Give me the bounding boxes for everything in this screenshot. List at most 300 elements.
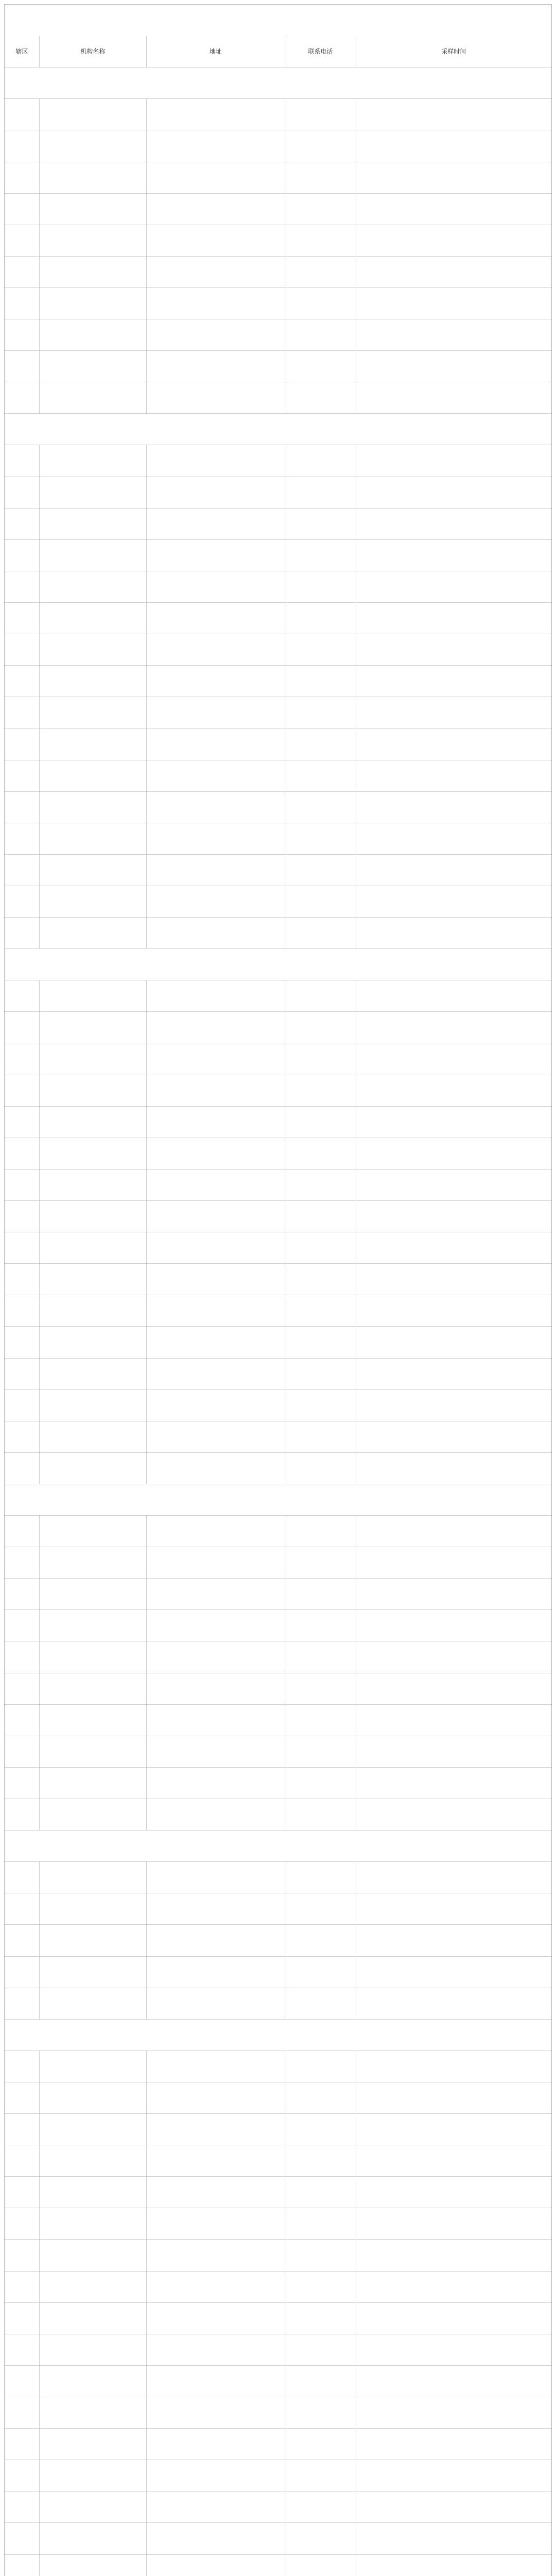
address-cell[interactable] <box>147 2082 285 2113</box>
sampling-time-cell[interactable] <box>356 634 551 665</box>
institution-cell[interactable] <box>40 382 147 413</box>
sampling-time-cell[interactable] <box>356 2492 551 2522</box>
institution-cell[interactable] <box>40 1641 147 1672</box>
address-cell[interactable] <box>147 319 285 350</box>
district-cell[interactable] <box>5 1390 40 1421</box>
section-title[interactable] <box>5 67 551 98</box>
district-cell[interactable] <box>5 1043 40 1074</box>
sampling-time-cell[interactable] <box>356 666 551 697</box>
sampling-time-cell[interactable] <box>356 1075 551 1106</box>
institution-cell[interactable] <box>40 855 147 886</box>
institution-cell[interactable] <box>40 2114 147 2145</box>
phone-cell[interactable] <box>285 2523 356 2554</box>
institution-cell[interactable] <box>40 697 147 728</box>
address-cell[interactable] <box>147 1075 285 1106</box>
sampling-time-cell[interactable] <box>356 194 551 225</box>
header-cell[interactable]: 辖区 <box>5 36 40 67</box>
institution-cell[interactable] <box>40 571 147 602</box>
phone-cell[interactable] <box>285 2051 356 2082</box>
institution-cell[interactable] <box>40 1768 147 1799</box>
address-cell[interactable] <box>147 2208 285 2239</box>
institution-cell[interactable] <box>40 1516 147 1547</box>
phone-cell[interactable] <box>285 918 356 948</box>
institution-cell[interactable] <box>40 162 147 193</box>
address-cell[interactable] <box>147 2523 285 2554</box>
address-cell[interactable] <box>147 728 285 759</box>
address-cell[interactable] <box>147 2145 285 2176</box>
address-cell[interactable] <box>147 194 285 225</box>
institution-cell[interactable] <box>40 225 147 256</box>
sampling-time-cell[interactable] <box>356 823 551 854</box>
phone-cell[interactable] <box>285 2240 356 2270</box>
district-cell[interactable] <box>5 1107 40 1138</box>
district-cell[interactable] <box>5 1359 40 1389</box>
phone-cell[interactable] <box>285 2460 356 2491</box>
district-cell[interactable] <box>5 1264 40 1295</box>
address-cell[interactable] <box>147 2555 285 2576</box>
section-title[interactable] <box>5 1484 551 1515</box>
section-title[interactable] <box>5 949 551 980</box>
district-cell[interactable] <box>5 666 40 697</box>
sampling-time-cell[interactable] <box>356 2555 551 2576</box>
address-cell[interactable] <box>147 918 285 948</box>
address-cell[interactable] <box>147 1579 285 1609</box>
address-cell[interactable] <box>147 1359 285 1389</box>
institution-cell[interactable] <box>40 2429 147 2460</box>
district-cell[interactable] <box>5 728 40 759</box>
institution-cell[interactable] <box>40 2492 147 2522</box>
phone-cell[interactable] <box>285 571 356 602</box>
sampling-time-cell[interactable] <box>356 1295 551 1326</box>
district-cell[interactable] <box>5 2429 40 2460</box>
phone-cell[interactable] <box>285 1138 356 1169</box>
phone-cell[interactable] <box>285 257 356 287</box>
district-cell[interactable] <box>5 288 40 319</box>
district-cell[interactable] <box>5 130 40 161</box>
address-cell[interactable] <box>147 2334 285 2365</box>
address-cell[interactable] <box>147 1547 285 1578</box>
header-cell[interactable]: 联系电话 <box>285 36 356 67</box>
sampling-time-cell[interactable] <box>356 1390 551 1421</box>
district-cell[interactable] <box>5 1673 40 1704</box>
district-cell[interactable] <box>5 1893 40 1924</box>
address-cell[interactable] <box>147 2492 285 2522</box>
phone-cell[interactable] <box>285 634 356 665</box>
district-cell[interactable] <box>5 1736 40 1767</box>
address-cell[interactable] <box>147 1957 285 1988</box>
sampling-time-cell[interactable] <box>356 760 551 791</box>
phone-cell[interactable] <box>285 823 356 854</box>
phone-cell[interactable] <box>285 1799 356 1830</box>
district-cell[interactable] <box>5 697 40 728</box>
institution-cell[interactable] <box>40 1988 147 2019</box>
phone-cell[interactable] <box>285 1957 356 1988</box>
address-cell[interactable] <box>147 1107 285 1138</box>
phone-cell[interactable] <box>285 728 356 759</box>
district-cell[interactable] <box>5 1579 40 1609</box>
institution-cell[interactable] <box>40 2208 147 2239</box>
address-cell[interactable] <box>147 1925 285 1956</box>
address-cell[interactable] <box>147 1768 285 1799</box>
district-cell[interactable] <box>5 2114 40 2145</box>
district-cell[interactable] <box>5 1012 40 1043</box>
institution-cell[interactable] <box>40 823 147 854</box>
institution-cell[interactable] <box>40 2460 147 2491</box>
district-cell[interactable] <box>5 2555 40 2576</box>
institution-cell[interactable] <box>40 2240 147 2270</box>
phone-cell[interactable] <box>285 1893 356 1924</box>
district-cell[interactable] <box>5 2177 40 2208</box>
address-cell[interactable] <box>147 2240 285 2270</box>
district-cell[interactable] <box>5 2240 40 2270</box>
phone-cell[interactable] <box>285 1075 356 1106</box>
institution-cell[interactable] <box>40 2051 147 2082</box>
sampling-time-cell[interactable] <box>356 1264 551 1295</box>
district-cell[interactable] <box>5 2145 40 2176</box>
institution-cell[interactable] <box>40 1799 147 1830</box>
address-cell[interactable] <box>147 1043 285 1074</box>
phone-cell[interactable] <box>285 162 356 193</box>
sampling-time-cell[interactable] <box>356 1768 551 1799</box>
sampling-time-cell[interactable] <box>356 2114 551 2145</box>
institution-cell[interactable] <box>40 2082 147 2113</box>
address-cell[interactable] <box>147 1012 285 1043</box>
institution-cell[interactable] <box>40 509 147 539</box>
address-cell[interactable] <box>147 288 285 319</box>
sampling-time-cell[interactable] <box>356 2145 551 2176</box>
sampling-time-cell[interactable] <box>356 288 551 319</box>
institution-cell[interactable] <box>40 666 147 697</box>
sampling-time-cell[interactable] <box>356 603 551 634</box>
phone-cell[interactable] <box>285 2429 356 2460</box>
phone-cell[interactable] <box>285 2492 356 2522</box>
phone-cell[interactable] <box>285 1421 356 1452</box>
district-cell[interactable] <box>5 1925 40 1956</box>
address-cell[interactable] <box>147 1516 285 1547</box>
phone-cell[interactable] <box>285 540 356 571</box>
sampling-time-cell[interactable] <box>356 855 551 886</box>
phone-cell[interactable] <box>285 382 356 413</box>
sampling-time-cell[interactable] <box>356 1610 551 1641</box>
institution-cell[interactable] <box>40 2177 147 2208</box>
sampling-time-cell[interactable] <box>356 1925 551 1956</box>
district-cell[interactable] <box>5 445 40 476</box>
phone-cell[interactable] <box>285 1359 356 1389</box>
district-cell[interactable] <box>5 886 40 917</box>
institution-cell[interactable] <box>40 1075 147 1106</box>
phone-cell[interactable] <box>285 760 356 791</box>
address-cell[interactable] <box>147 2460 285 2491</box>
address-cell[interactable] <box>147 382 285 413</box>
address-cell[interactable] <box>147 162 285 193</box>
phone-cell[interactable] <box>285 1232 356 1263</box>
district-cell[interactable] <box>5 509 40 539</box>
institution-cell[interactable] <box>40 2523 147 2554</box>
phone-cell[interactable] <box>285 980 356 1011</box>
phone-cell[interactable] <box>285 603 356 634</box>
sampling-time-cell[interactable] <box>356 1421 551 1452</box>
sampling-time-cell[interactable] <box>356 1641 551 1672</box>
institution-cell[interactable] <box>40 288 147 319</box>
institution-cell[interactable] <box>40 886 147 917</box>
address-cell[interactable] <box>147 1610 285 1641</box>
institution-cell[interactable] <box>40 1673 147 1704</box>
sampling-time-cell[interactable] <box>356 792 551 823</box>
institution-cell[interactable] <box>40 1201 147 1232</box>
phone-cell[interactable] <box>285 2334 356 2365</box>
district-cell[interactable] <box>5 225 40 256</box>
sampling-time-cell[interactable] <box>356 980 551 1011</box>
section-title[interactable] <box>5 2020 551 2050</box>
phone-cell[interactable] <box>285 288 356 319</box>
district-cell[interactable] <box>5 1201 40 1232</box>
institution-cell[interactable] <box>40 1232 147 1263</box>
address-cell[interactable] <box>147 1988 285 2019</box>
district-cell[interactable] <box>5 2303 40 2334</box>
phone-cell[interactable] <box>285 1390 356 1421</box>
institution-cell[interactable] <box>40 1327 147 1358</box>
district-cell[interactable] <box>5 1988 40 2019</box>
institution-cell[interactable] <box>40 477 147 508</box>
address-cell[interactable] <box>147 2272 285 2302</box>
sampling-time-cell[interactable] <box>356 2429 551 2460</box>
sampling-time-cell[interactable] <box>356 130 551 161</box>
sampling-time-cell[interactable] <box>356 918 551 948</box>
sampling-time-cell[interactable] <box>356 2240 551 2270</box>
address-cell[interactable] <box>147 225 285 256</box>
address-cell[interactable] <box>147 1421 285 1452</box>
phone-cell[interactable] <box>285 1641 356 1672</box>
address-cell[interactable] <box>147 2303 285 2334</box>
phone-cell[interactable] <box>285 99 356 130</box>
sampling-time-cell[interactable] <box>356 1043 551 1074</box>
address-cell[interactable] <box>147 1641 285 1672</box>
phone-cell[interactable] <box>285 2366 356 2397</box>
address-cell[interactable] <box>147 1264 285 1295</box>
institution-cell[interactable] <box>40 1107 147 1138</box>
institution-cell[interactable] <box>40 918 147 948</box>
institution-cell[interactable] <box>40 2145 147 2176</box>
sampling-time-cell[interactable] <box>356 1107 551 1138</box>
address-cell[interactable] <box>147 666 285 697</box>
phone-cell[interactable] <box>285 1579 356 1609</box>
phone-cell[interactable] <box>285 1736 356 1767</box>
institution-cell[interactable] <box>40 445 147 476</box>
phone-cell[interactable] <box>285 886 356 917</box>
district-cell[interactable] <box>5 1138 40 1169</box>
district-cell[interactable] <box>5 823 40 854</box>
address-cell[interactable] <box>147 1799 285 1830</box>
institution-cell[interactable] <box>40 1547 147 1578</box>
header-cell[interactable]: 机构名称 <box>40 36 147 67</box>
district-cell[interactable] <box>5 2366 40 2397</box>
address-cell[interactable] <box>147 1862 285 1893</box>
institution-cell[interactable] <box>40 2555 147 2576</box>
institution-cell[interactable] <box>40 1925 147 1956</box>
address-cell[interactable] <box>147 1295 285 1326</box>
district-cell[interactable] <box>5 257 40 287</box>
institution-cell[interactable] <box>40 1610 147 1641</box>
address-cell[interactable] <box>147 1453 285 1484</box>
sampling-time-cell[interactable] <box>356 2397 551 2428</box>
institution-cell[interactable] <box>40 728 147 759</box>
sampling-time-cell[interactable] <box>356 1201 551 1232</box>
district-cell[interactable] <box>5 855 40 886</box>
address-cell[interactable] <box>147 1736 285 1767</box>
district-cell[interactable] <box>5 1768 40 1799</box>
phone-cell[interactable] <box>285 2114 356 2145</box>
phone-cell[interactable] <box>285 1012 356 1043</box>
district-cell[interactable] <box>5 351 40 382</box>
sampling-time-cell[interactable] <box>356 1327 551 1358</box>
sampling-time-cell[interactable] <box>356 319 551 350</box>
address-cell[interactable] <box>147 257 285 287</box>
phone-cell[interactable] <box>285 1768 356 1799</box>
sampling-time-cell[interactable] <box>356 2272 551 2302</box>
phone-cell[interactable] <box>285 319 356 350</box>
address-cell[interactable] <box>147 1390 285 1421</box>
phone-cell[interactable] <box>285 1673 356 1704</box>
phone-cell[interactable] <box>285 666 356 697</box>
institution-cell[interactable] <box>40 1421 147 1452</box>
phone-cell[interactable] <box>285 2303 356 2334</box>
sampling-time-cell[interactable] <box>356 1862 551 1893</box>
institution-cell[interactable] <box>40 603 147 634</box>
district-cell[interactable] <box>5 1862 40 1893</box>
address-cell[interactable] <box>147 540 285 571</box>
institution-cell[interactable] <box>40 1736 147 1767</box>
district-cell[interactable] <box>5 319 40 350</box>
phone-cell[interactable] <box>285 1170 356 1200</box>
phone-cell[interactable] <box>285 2272 356 2302</box>
sampling-time-cell[interactable] <box>356 2366 551 2397</box>
institution-cell[interactable] <box>40 1957 147 1988</box>
address-cell[interactable] <box>147 1893 285 1924</box>
district-cell[interactable] <box>5 2208 40 2239</box>
phone-cell[interactable] <box>285 1516 356 1547</box>
sampling-time-cell[interactable] <box>356 257 551 287</box>
sampling-time-cell[interactable] <box>356 2523 551 2554</box>
institution-cell[interactable] <box>40 2397 147 2428</box>
address-cell[interactable] <box>147 1705 285 1736</box>
institution-cell[interactable] <box>40 257 147 287</box>
sampling-time-cell[interactable] <box>356 886 551 917</box>
address-cell[interactable] <box>147 1201 285 1232</box>
sampling-time-cell[interactable] <box>356 2303 551 2334</box>
address-cell[interactable] <box>147 603 285 634</box>
district-cell[interactable] <box>5 1327 40 1358</box>
district-cell[interactable] <box>5 2460 40 2491</box>
sampling-time-cell[interactable] <box>356 1705 551 1736</box>
district-cell[interactable] <box>5 477 40 508</box>
district-cell[interactable] <box>5 540 40 571</box>
address-cell[interactable] <box>147 2114 285 2145</box>
district-cell[interactable] <box>5 1641 40 1672</box>
phone-cell[interactable] <box>285 1610 356 1641</box>
institution-cell[interactable] <box>40 319 147 350</box>
sampling-time-cell[interactable] <box>356 382 551 413</box>
institution-cell[interactable] <box>40 1043 147 1074</box>
phone-cell[interactable] <box>285 1295 356 1326</box>
address-cell[interactable] <box>147 1327 285 1358</box>
sampling-time-cell[interactable] <box>356 1988 551 2019</box>
district-cell[interactable] <box>5 1705 40 1736</box>
phone-cell[interactable] <box>285 194 356 225</box>
address-cell[interactable] <box>147 2051 285 2082</box>
institution-cell[interactable] <box>40 99 147 130</box>
institution-cell[interactable] <box>40 2366 147 2397</box>
institution-cell[interactable] <box>40 194 147 225</box>
district-cell[interactable] <box>5 918 40 948</box>
district-cell[interactable] <box>5 1610 40 1641</box>
address-cell[interactable] <box>147 634 285 665</box>
institution-cell[interactable] <box>40 1138 147 1169</box>
phone-cell[interactable] <box>285 445 356 476</box>
institution-cell[interactable] <box>40 2303 147 2334</box>
sampling-time-cell[interactable] <box>356 1673 551 1704</box>
section-title[interactable] <box>5 414 551 445</box>
district-cell[interactable] <box>5 2082 40 2113</box>
sampling-time-cell[interactable] <box>356 728 551 759</box>
institution-cell[interactable] <box>40 980 147 1011</box>
district-cell[interactable] <box>5 162 40 193</box>
sampling-time-cell[interactable] <box>356 2051 551 2082</box>
address-cell[interactable] <box>147 1138 285 1169</box>
institution-cell[interactable] <box>40 760 147 791</box>
district-cell[interactable] <box>5 99 40 130</box>
district-cell[interactable] <box>5 1232 40 1263</box>
institution-cell[interactable] <box>40 1579 147 1609</box>
institution-cell[interactable] <box>40 1295 147 1326</box>
sampling-time-cell[interactable] <box>356 1893 551 1924</box>
sampling-time-cell[interactable] <box>356 162 551 193</box>
address-cell[interactable] <box>147 351 285 382</box>
district-cell[interactable] <box>5 1547 40 1578</box>
sampling-time-cell[interactable] <box>356 697 551 728</box>
institution-cell[interactable] <box>40 1359 147 1389</box>
header-cell[interactable]: 采样时间 <box>441 47 466 55</box>
phone-cell[interactable] <box>285 351 356 382</box>
district-cell[interactable] <box>5 1421 40 1452</box>
district-cell[interactable] <box>5 634 40 665</box>
district-cell[interactable] <box>5 792 40 823</box>
phone-cell[interactable] <box>285 1107 356 1138</box>
institution-cell[interactable] <box>40 1264 147 1295</box>
sampling-time-cell[interactable] <box>356 477 551 508</box>
address-cell[interactable] <box>147 445 285 476</box>
sampling-time-cell[interactable] <box>356 2208 551 2239</box>
address-cell[interactable] <box>147 1673 285 1704</box>
address-cell[interactable] <box>147 2429 285 2460</box>
district-cell[interactable] <box>5 603 40 634</box>
district-cell[interactable] <box>5 2492 40 2522</box>
sampling-time-cell[interactable] <box>356 2177 551 2208</box>
phone-cell[interactable] <box>285 2208 356 2239</box>
district-cell[interactable] <box>5 2334 40 2365</box>
sampling-time-cell[interactable] <box>356 1579 551 1609</box>
sampling-time-cell[interactable] <box>356 1359 551 1389</box>
sampling-time-cell[interactable] <box>356 351 551 382</box>
phone-cell[interactable] <box>285 1547 356 1578</box>
sampling-time-cell[interactable] <box>356 1516 551 1547</box>
phone-cell[interactable] <box>285 1201 356 1232</box>
address-cell[interactable] <box>147 2177 285 2208</box>
sampling-time-cell[interactable] <box>356 1232 551 1263</box>
district-cell[interactable] <box>5 2272 40 2302</box>
institution-cell[interactable] <box>40 1390 147 1421</box>
phone-cell[interactable] <box>285 225 356 256</box>
phone-cell[interactable] <box>285 1043 356 1074</box>
